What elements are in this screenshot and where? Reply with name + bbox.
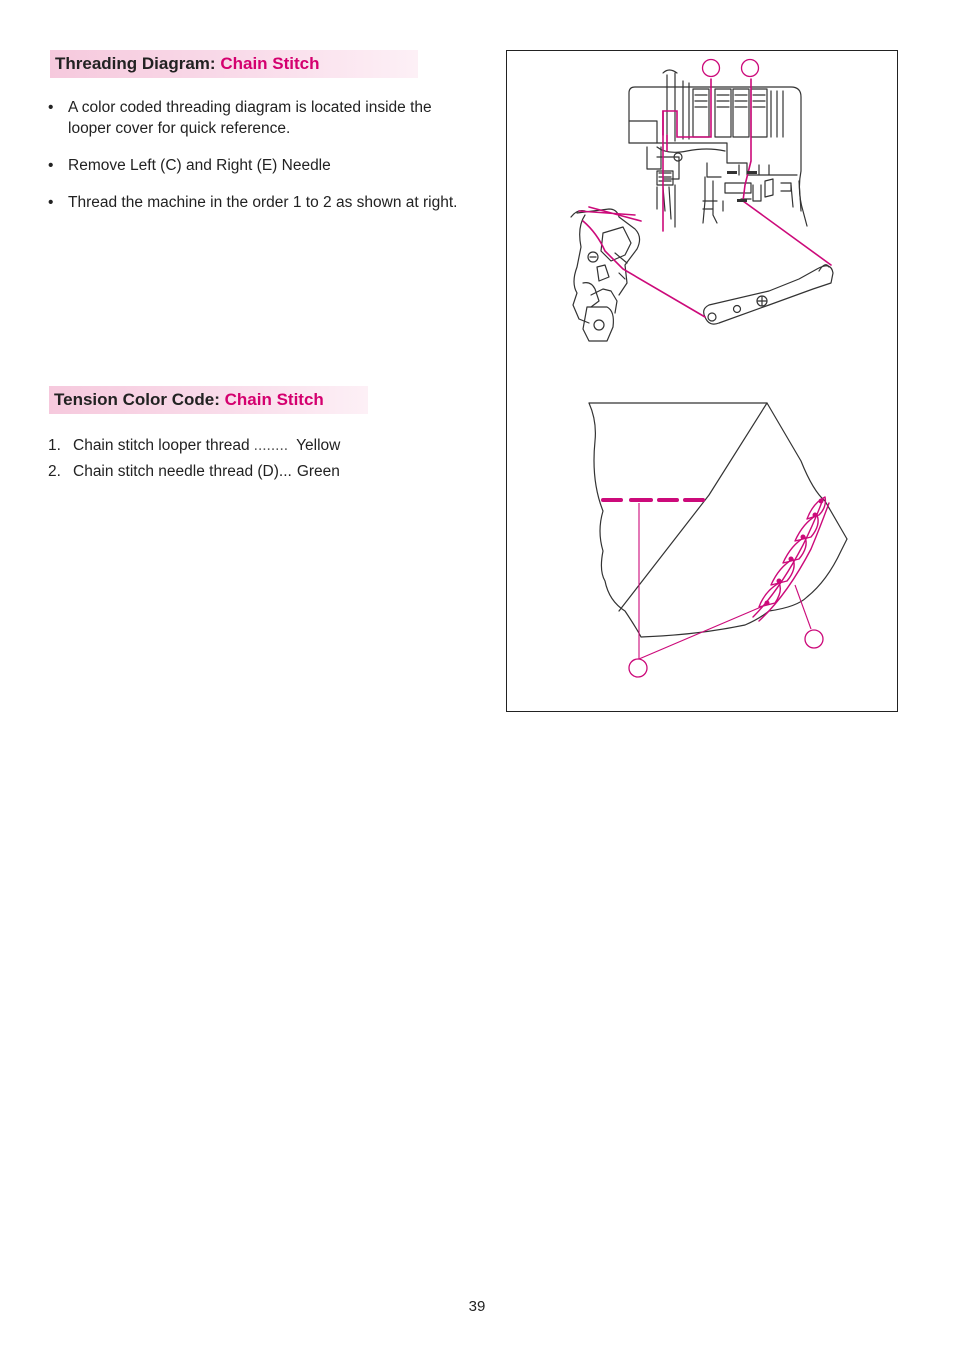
list-item-text: Remove Left (C) and Right (E) Needle (68, 157, 331, 174)
tension-code-color: Green (296, 463, 340, 480)
tension-code-label: Chain stitch needle thread (D)... (73, 463, 292, 480)
list-item-text: Thread the machine in the order 1 to 2 as shown at right. (68, 194, 458, 211)
threading-heading-accent: Chain Stitch (220, 54, 320, 73)
tension-code-row (48, 459, 408, 485)
looper-arm-drawing (571, 209, 640, 341)
tension-heading-prefix: Tension Color Code: (54, 390, 220, 409)
page-number: 39 (468, 1298, 486, 1315)
threading-heading-prefix: Threading Diagram: (55, 54, 216, 73)
bullet-marker: • (48, 99, 54, 116)
threading-figure (506, 50, 898, 712)
tension-code-label: Chain stitch looper thread (73, 437, 250, 454)
tension-code-row (48, 433, 408, 459)
instruction-list (48, 97, 458, 229)
tension-code-list (48, 433, 408, 485)
list-item-text: A color coded threading diagram is located inside the looper cover for quick reference. (68, 99, 432, 137)
threading-figure-illustration (507, 51, 899, 713)
callout-circle-drawing (629, 60, 823, 678)
tension-code-number: 1. (48, 437, 61, 454)
tension-code-color: Yellow (296, 437, 341, 454)
list-item (48, 155, 458, 176)
bullet-marker: • (48, 194, 54, 211)
tension-code-number: 2. (48, 463, 61, 480)
list-item (48, 192, 458, 213)
list-item (48, 97, 458, 139)
bullet-marker: • (48, 157, 54, 174)
fabric-drawing (589, 403, 847, 637)
thread-guide-drawing (704, 265, 833, 324)
tension-heading-accent: Chain Stitch (224, 390, 324, 409)
tension-code-leader: ........ (253, 437, 289, 454)
machine-head-drawing (629, 70, 807, 227)
tension-heading (49, 386, 368, 414)
threading-heading (50, 50, 418, 78)
